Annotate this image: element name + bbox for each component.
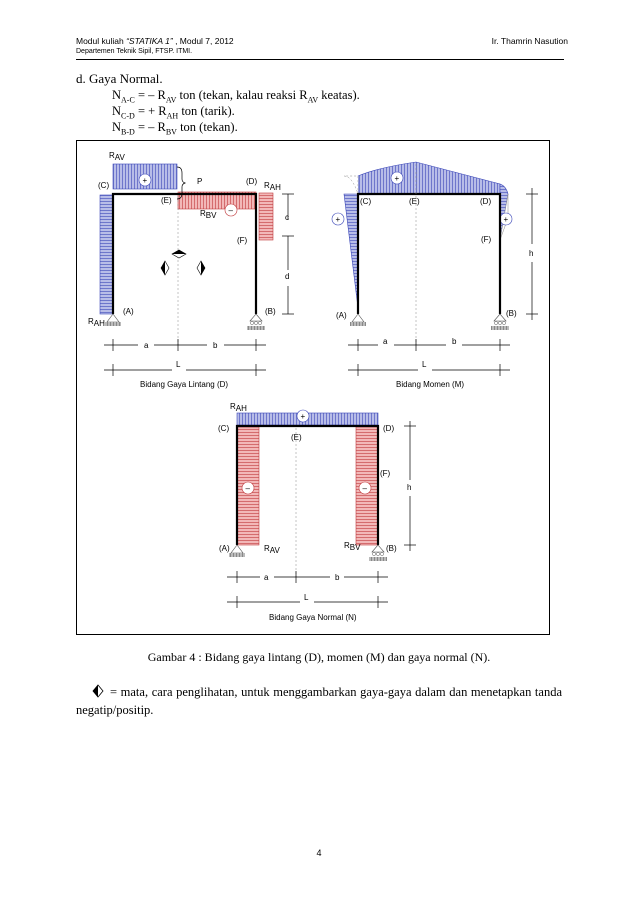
eq-lhs-sub: B-D [121,127,135,137]
moment-label-e: (E) [409,197,420,206]
normal-label-c: (C) [218,424,230,433]
header-divider [76,59,564,60]
shear-dim-l-label: L [176,360,181,369]
section-title: d. Gaya Normal. [76,71,163,86]
eq-mid: = – R [134,120,166,134]
equation-nac [112,88,360,105]
shear-dim-l [104,364,266,376]
moment-plus-2: + [335,215,341,224]
moment-diagram [332,162,538,389]
header-course-title: “STATIKA 1” [126,36,173,46]
moment-plus-3: + [503,215,509,224]
equation-nbd [112,120,238,137]
eye-icon [161,261,169,275]
normal-label-d: (D) [383,424,395,433]
moment-label-b: (B) [506,309,517,318]
normal-rah-label: RAH [230,402,247,413]
eq-rest-sub: AV [307,95,319,105]
eq-mid: = + R [134,104,167,118]
shear-label-d: (D) [246,177,258,186]
eye-icon [92,684,104,698]
eq-lhs-sub: C-D [121,111,135,121]
eq-lhs-sub: A-C [121,95,135,105]
moment-dim-a: a [383,337,388,346]
shear-label-b: (B) [265,307,276,316]
roller-support-b [369,545,387,561]
moment-frame [358,194,500,314]
shear-plus-1: + [142,176,148,185]
shear-dim-ab [104,339,266,351]
moment-dashed-arc [344,176,358,194]
normal-label-e: (E) [291,433,302,442]
shear-title: Bidang Gaya Lintang (D) [140,380,229,389]
pin-support-a [350,314,366,326]
shear-column-ac [100,195,113,314]
shear-rbv-label: RBV [200,209,217,220]
header-prefix: Modul kuliah [76,36,127,46]
shear-label-f: (F) [237,236,248,245]
moment-title: Bidang Momen (M) [396,380,465,389]
shear-dim-b: b [213,341,218,350]
figure-caption: Gambar 4 : Bidang gaya lintang (D), momen (M) dan gaya normal (N). [147,650,491,664]
moment-plus-1: + [394,174,400,183]
header-department: Departemen Teknik Sipil, FTSP. ITMI. [76,48,193,55]
figure-diagrams [76,140,550,635]
eq-mid-sub: AV [165,95,177,105]
normal-dim-h-label: h [407,483,412,492]
normal-dim-ab [227,571,388,583]
eq-mid-sub: AH [166,111,179,121]
eq-lhs: N [112,120,122,134]
eye-icon [172,250,186,258]
moment-column-ac [344,194,358,308]
shear-dim-c: c [285,213,289,222]
header-suffix: , Modul 7, 2012 [172,36,234,46]
normal-label-b: (B) [386,544,397,553]
moment-label-c: (C) [360,197,372,206]
shear-label-a: (A) [123,307,134,316]
pin-support-a [229,545,245,557]
moment-label-d: (D) [480,197,492,206]
shear-rah-label: RAH [264,181,281,192]
eye-icon [197,261,205,275]
eq-tail: keatas). [318,88,360,102]
paragraph-text: = mata, cara penglihatan, untuk menggambarkan gaya-gaya dalam dan menetapkan tanda negatip/positip. [76,685,562,717]
eq-rest: ton (tekan, kalau reaksi R [176,88,308,102]
pin-support-a [105,314,121,326]
normal-dim-a: a [264,573,269,582]
normal-label-a: (A) [219,544,230,553]
moment-dim-l [348,364,510,376]
normal-rbv-label: RBV [344,541,361,552]
header-module-info [76,36,234,46]
eq-mid: = – R [134,88,166,102]
moment-dim-h-label: h [529,249,534,258]
normal-rav-label: RAV [264,544,280,555]
eq-rest: ton (tarik). [178,104,235,118]
moment-label-f: (F) [481,235,492,244]
moment-beam-area [358,162,500,194]
eye-explanation-paragraph [76,683,562,719]
normal-minus-1: – [245,484,250,493]
shear-rav-label: RAV [109,151,125,162]
shear-p-label: P [197,177,203,186]
shear-label-c: (C) [98,181,110,190]
shear-rah-bottom-label: RAH [88,317,105,328]
moment-dim-b: b [452,337,457,346]
eq-rest: ton (tekan). [176,120,238,134]
normal-title: Bidang Gaya Normal (N) [269,613,357,622]
moment-dim-ab [348,339,510,351]
shear-diagram [88,151,294,389]
normal-plus-1: + [300,412,306,421]
normal-minus-2: – [362,484,367,493]
shear-label-e: (E) [161,196,172,205]
header-author: Ir. Thamrin Nasution [491,36,568,46]
shear-column-df [259,193,273,240]
moment-dim-l-label: L [422,360,427,369]
eq-mid-sub: BV [165,127,177,137]
equation-ncd [112,104,235,121]
normal-label-f: (F) [380,469,391,478]
shear-dim-a: a [144,341,149,350]
normal-diagram [218,402,416,622]
eq-lhs: N [112,88,122,102]
normal-dim-b: b [335,573,340,582]
shear-minus-1: – [228,206,233,215]
roller-support-b [247,314,265,330]
normal-dim-l-label: L [304,593,309,602]
shear-dim-d: d [285,272,290,281]
moment-label-a: (A) [336,311,347,320]
shear-dim-cd [282,194,294,314]
eq-lhs: N [112,104,122,118]
page-number: 4 [316,848,322,858]
